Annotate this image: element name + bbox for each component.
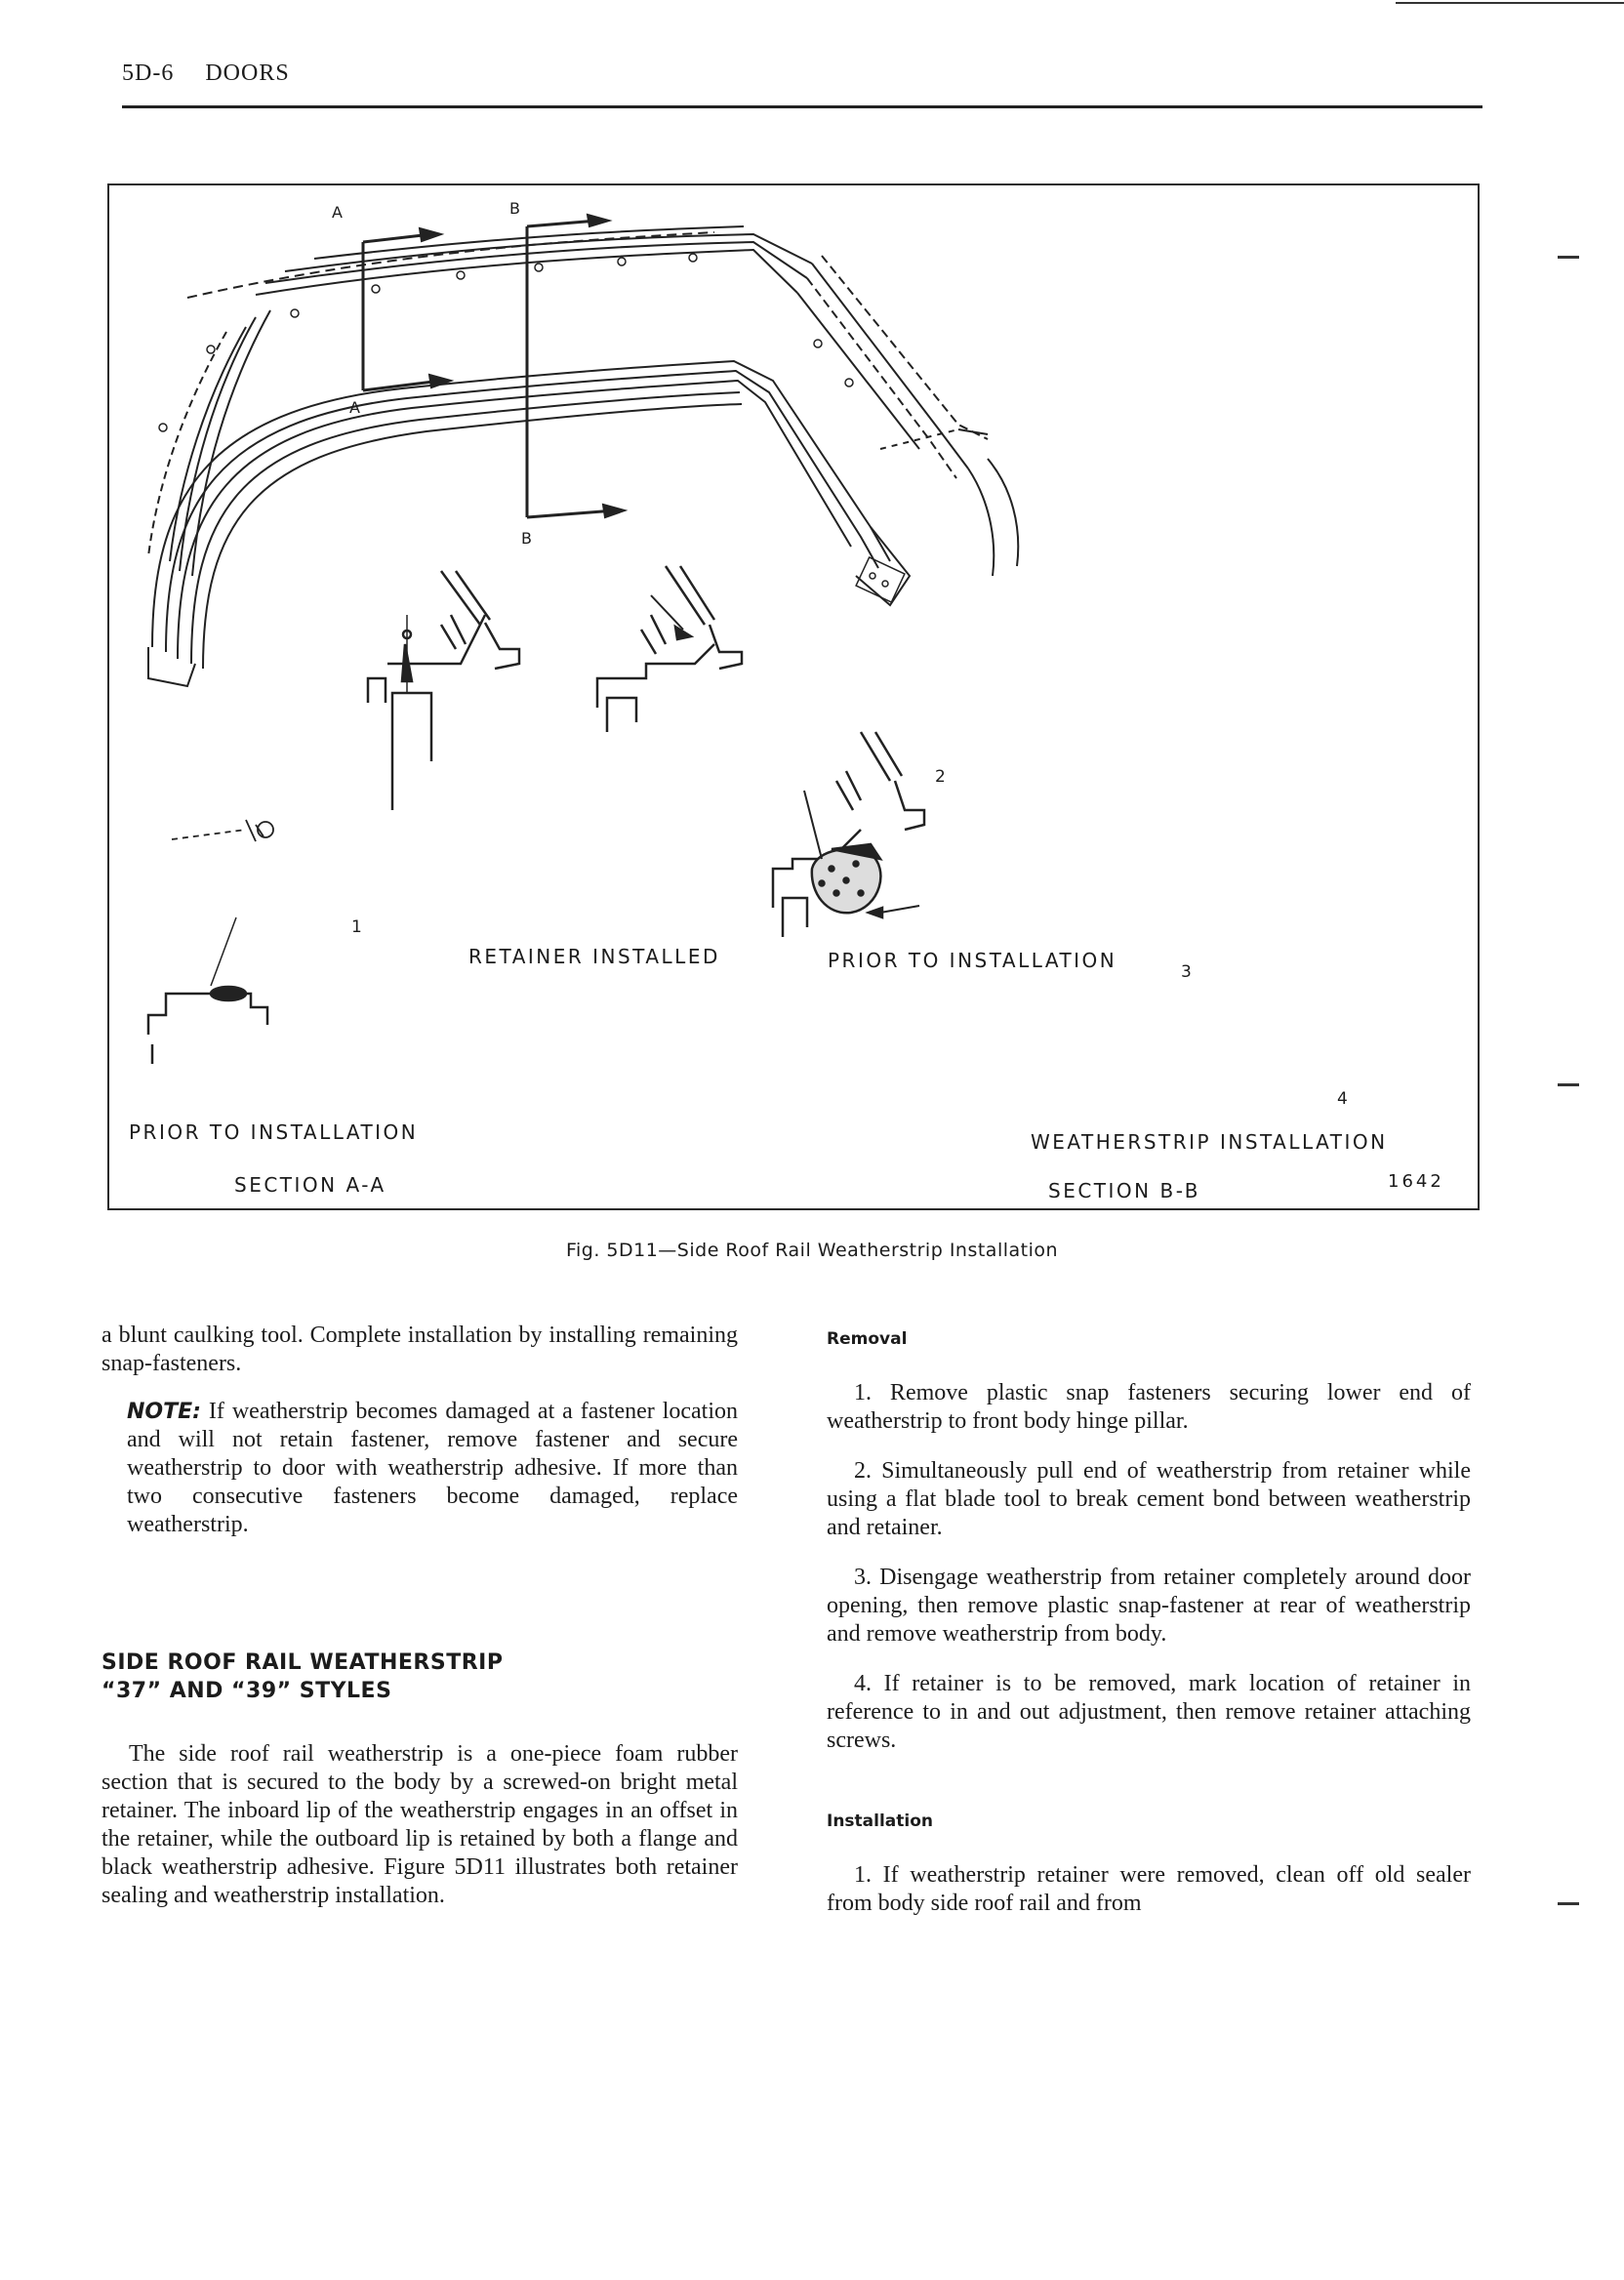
section-title: DOORS <box>205 61 290 86</box>
weatherstrip-installation-detail <box>773 732 924 937</box>
prior-to-installation-label-a: PRIOR TO INSTALLATION <box>129 1120 419 1144</box>
loose-fastener <box>172 820 273 841</box>
margin-tick <box>1558 1902 1579 1905</box>
retainer-installed-label: RETAINER INSTALLED <box>468 945 720 968</box>
note-label: NOTE: <box>127 1400 201 1424</box>
retainer-installed-detail <box>368 571 519 810</box>
removal-step: 1. Remove plastic snap fasteners securing lower end of weatherstrip to front body hinge pillar. <box>827 1380 1471 1434</box>
fastener-screws <box>159 254 853 431</box>
weatherstrip-installation-label: WEATHERSTRIP INSTALLATION <box>1031 1130 1388 1154</box>
section-line-b <box>527 215 625 517</box>
section-b-label: SECTION B-B <box>1048 1179 1200 1202</box>
header-rule <box>122 105 1482 108</box>
callout-2: 2 <box>935 767 949 787</box>
section-a-label: SECTION A-A <box>234 1173 386 1197</box>
removal-step: 2. Simultaneously pull end of weatherstrip from retainer while using a flat blade tool to break cement bond between weatherstrip and retainer. <box>827 1458 1471 1540</box>
section-b-prior-detail <box>597 566 742 732</box>
section-b-marker-bottom: B <box>521 529 535 548</box>
section-heading-line1: SIDE ROOF RAIL WEATHERSTRIP <box>102 1650 504 1675</box>
section-heading-line2: “37” AND “39” STYLES <box>102 1679 392 1703</box>
door-opening-outer-rail <box>148 226 988 576</box>
section-a-marker-bottom: A <box>349 398 363 417</box>
section-a-marker-top: A <box>332 203 345 222</box>
figure-caption: Fig. 5D11—Side Roof Rail Weatherstrip Installation <box>565 1240 1059 1261</box>
paragraph: The side roof rail weatherstrip is a one-piece foam rubber section that is secured to the body by a screwed-on bright metal retainer. The inboard lip of the weatherstrip engages in an offset in the retainer, while the outboard lip is retained by both a flange and black weatherstrip adhesive. Figure 5D11 illustrates both retainer sealing and weatherstrip installation. <box>102 1741 738 1908</box>
note-paragraph <box>102 1398 738 1539</box>
installation-step: 1. If weatherstrip retainer were removed, clean off old sealer from body side roof rail and from <box>827 1862 1471 1916</box>
section-a-prior-detail <box>148 917 267 1064</box>
callout-1: 1 <box>351 917 365 937</box>
figure <box>107 183 1480 1210</box>
figure-number: 1642 <box>1388 1171 1444 1192</box>
roof-rail-illustration <box>109 185 1478 1208</box>
installation-heading: Installation <box>827 1812 934 1831</box>
note-text: If weatherstrip becomes damaged at a fastener location and will not retain fastener, remove fastener and secure weatherstrip to door with weatherstrip adhesive. If more than two consecutive fasteners become damaged, replace weatherstrip. <box>127 1399 738 1537</box>
callout-4: 4 <box>1337 1089 1351 1109</box>
paragraph: a blunt caulking tool. Complete installation by installing remaining snap-fasteners. <box>102 1323 738 1376</box>
callout-3: 3 <box>1181 962 1195 982</box>
section-heading <box>102 1649 738 1705</box>
left-column <box>102 1322 738 1910</box>
prior-to-installation-label-b: PRIOR TO INSTALLATION <box>828 949 1117 972</box>
margin-tick <box>1558 256 1579 259</box>
section-number: 5D-6 <box>122 61 175 86</box>
removal-heading: Removal <box>827 1329 908 1349</box>
margin-tick <box>1558 1083 1579 1086</box>
removal-step: 3. Disengage weatherstrip from retainer completely around door opening, then remove plastic snap-fastener at rear of weatherstrip and remove weatherstrip from body. <box>827 1565 1471 1647</box>
removal-step: 4. If retainer is to be removed, mark location of retainer in reference to in and out adjustment, then remove retainer attaching screws. <box>827 1671 1471 1753</box>
right-column <box>827 1322 1471 1918</box>
page-header <box>122 61 290 87</box>
section-b-marker-top: B <box>509 199 523 218</box>
top-edge-rule <box>1396 2 1624 4</box>
